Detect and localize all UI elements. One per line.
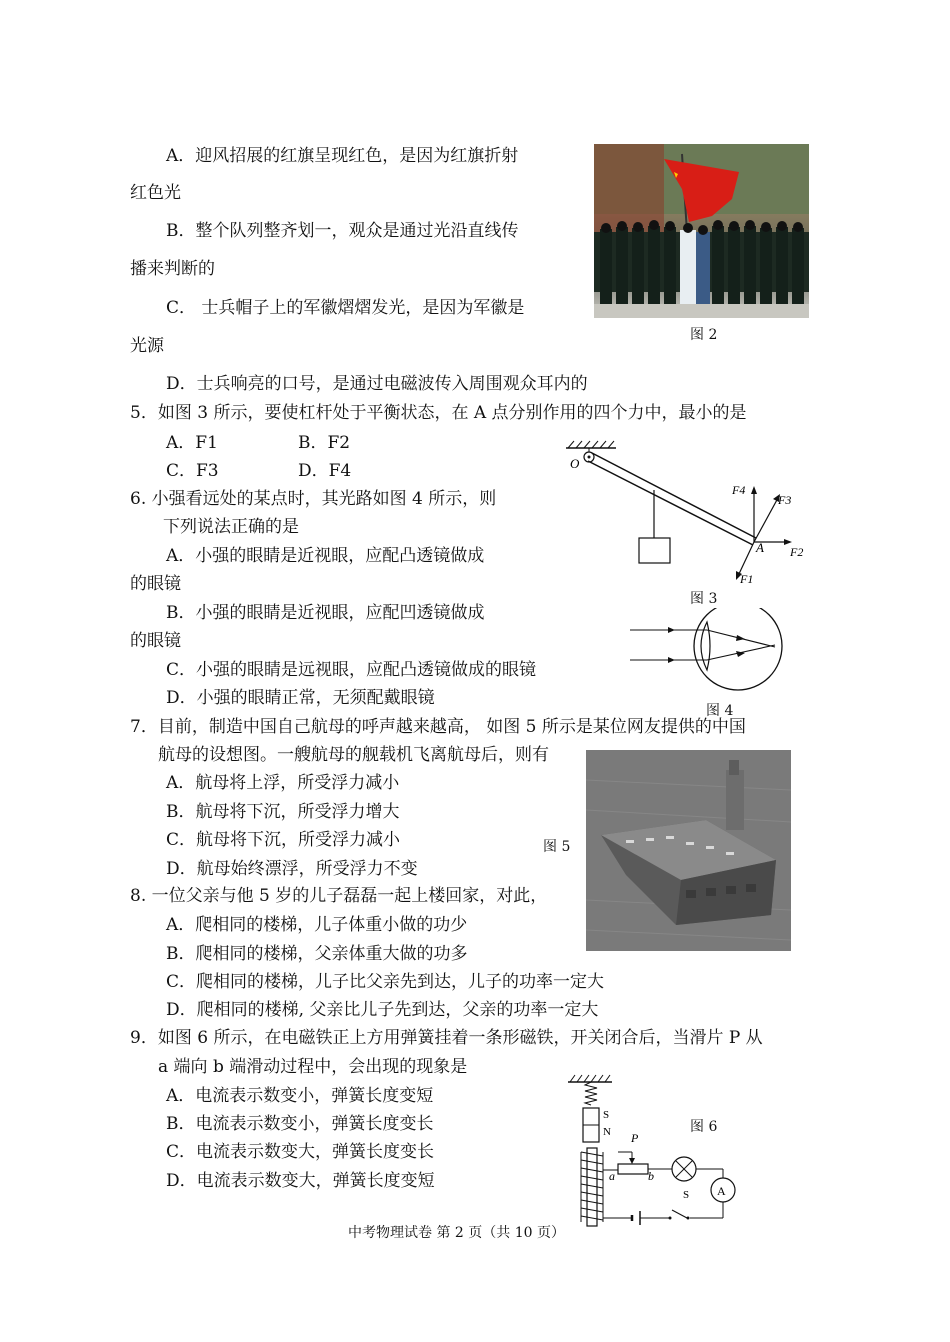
figure-4-caption: 图 4 <box>706 703 734 719</box>
q6-option-b: B．小强的眼睛是近视眼，应配凹透镜做成 <box>166 603 485 623</box>
figure-5-carrier-photo <box>586 750 791 951</box>
label-f3: F3 <box>778 493 792 507</box>
magnet-n-label: N <box>603 1126 611 1138</box>
slider-p-label: P <box>631 1131 639 1145</box>
q5-stem: 5．如图 3 所示，要使杠杆处于平衡状态，在 A 点分别作用的四个力中，最小的是 <box>130 403 747 423</box>
q9-option-c: C．电流表示数变大，弹簧长度变长 <box>166 1142 435 1162</box>
ammeter-label: A <box>717 1184 726 1198</box>
figure-5-caption: 图 5 <box>543 839 571 855</box>
label-f2: F2 <box>790 545 804 559</box>
q6-stem: 6. 小强看远处的某点时，其光路如图 4 所示，则 <box>130 489 497 509</box>
q4-option-c-cont: 光源 <box>130 336 164 356</box>
q6-stem-cont: 下列说法正确的是 <box>163 517 299 537</box>
q8-option-d: D．爬相同的楼梯, 父亲比儿子先到达，父亲的功率一定大 <box>166 1000 599 1020</box>
q6-option-a: A．小强的眼睛是近视眼，应配凸透镜做成 <box>166 546 485 566</box>
q9-stem-cont: a 端向 b 端滑动过程中，会出现的现象是 <box>158 1057 468 1077</box>
q6-option-d: D．小强的眼睛正常，无须配戴眼镜 <box>166 688 435 708</box>
q8-option-c: C．爬相同的楼梯，儿子比父亲先到达，儿子的功率一定大 <box>166 972 605 992</box>
q4-option-a: A．迎风招展的红旗呈现红色，是因为红旗折射 <box>166 146 519 166</box>
q7-option-d: D．航母始终漂浮，所受浮力不变 <box>166 859 418 879</box>
q5-option-b: B．F2 <box>298 433 351 453</box>
q7-stem: 7．目前，制造中国自己航母的呼声越来越高， 如图 5 所示是某位网友提供的中国 <box>130 717 746 737</box>
q4-option-a-cont: 红色光 <box>130 183 181 203</box>
figure-4-eye-diagram <box>625 608 795 698</box>
q5-option-a: A．F1 <box>166 433 218 453</box>
q7-stem-cont: 航母的设想图。一艘航母的舰载机飞离航母后，则有 <box>158 745 549 765</box>
switch-s-label: S <box>683 1189 690 1201</box>
end-b-label: b <box>648 1169 654 1183</box>
q7-option-c: C．航母将下沉，所受浮力减小 <box>166 830 401 850</box>
q9-option-a: A．电流表示数变小，弹簧长度变短 <box>166 1086 434 1106</box>
q8-stem: 8. 一位父亲与他 5 岁的儿子磊磊一起上楼回家，对此， <box>130 886 548 906</box>
figure-3-caption: 图 3 <box>690 591 718 607</box>
q9-option-d: D．电流表示数变大，弹簧长度变短 <box>166 1171 435 1191</box>
q4-option-b: B．整个队列整齐划一，观众是通过光沿直线传 <box>166 221 519 241</box>
q6-option-a-cont: 的眼镜 <box>130 574 181 594</box>
q7-option-a: A．航母将上浮，所受浮力减小 <box>166 773 400 793</box>
end-a-label: a <box>609 1169 615 1183</box>
magnet-s-label: S <box>603 1109 610 1121</box>
figure-6-circuit-diagram <box>560 1072 750 1232</box>
q7-option-b: B．航母将下沉，所受浮力增大 <box>166 802 400 822</box>
figure-2-parade-photo <box>594 144 809 318</box>
q8-option-b: B．爬相同的楼梯，父亲体重大做的功多 <box>166 944 468 964</box>
q9-stem: 9．如图 6 所示，在电磁铁正上方用弹簧挂着一条形磁铁，开关闭合后，当滑片 P 从 <box>130 1028 763 1048</box>
q6-option-c: C．小强的眼睛是远视眼，应配凸透镜做成的眼镜 <box>166 660 537 680</box>
figure-2-caption: 图 2 <box>690 327 718 343</box>
label-f4: F4 <box>732 483 746 497</box>
q4-option-c: C． 士兵帽子上的军徽熠熠发光，是因为军徽是 <box>166 298 525 318</box>
q4-option-b-cont: 播来判断的 <box>130 259 215 279</box>
label-a: A <box>756 540 764 555</box>
q6-option-b-cont: 的眼镜 <box>130 631 181 651</box>
figure-6-caption: 图 6 <box>690 1119 718 1135</box>
page-footer: 中考物理试卷 第 2 页（共 10 页） <box>348 1225 565 1241</box>
label-f1: F1 <box>740 572 754 586</box>
label-o: O <box>570 456 580 471</box>
q8-option-a: A．爬相同的楼梯，儿子体重小做的功少 <box>166 915 468 935</box>
q5-option-c: C．F3 <box>166 461 219 481</box>
figure-3-lever-diagram <box>560 438 820 598</box>
q4-option-d: D．士兵响亮的口号，是通过电磁波传入周围观众耳内的 <box>166 374 588 394</box>
q9-option-b: B．电流表示数变小，弹簧长度变长 <box>166 1114 434 1134</box>
q5-option-d: D．F4 <box>298 461 352 481</box>
